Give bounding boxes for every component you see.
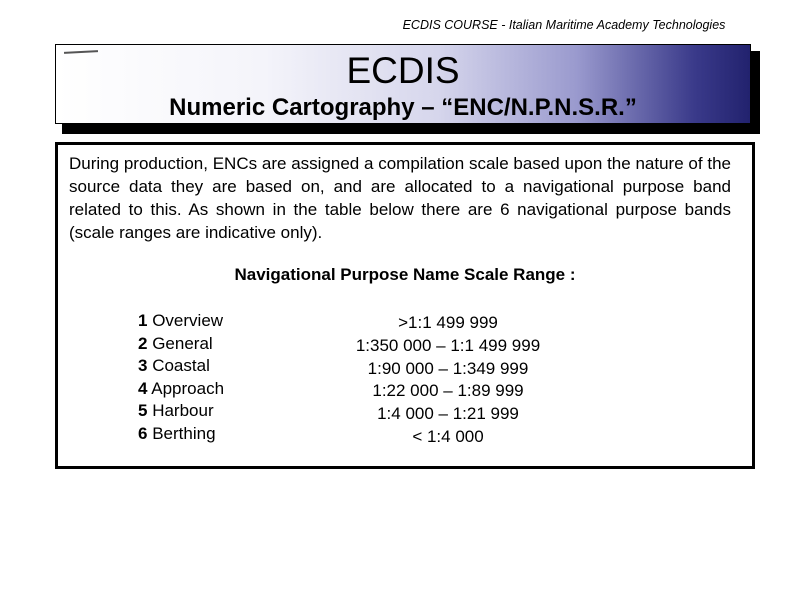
band-name: Overview xyxy=(152,311,224,330)
scale-range: 1:4 000 – 1:21 999 xyxy=(377,404,519,424)
band-item xyxy=(138,355,224,378)
band-number: 5 xyxy=(138,401,148,420)
band-name-list xyxy=(138,310,224,445)
scale-range: < 1:4 000 xyxy=(412,426,484,446)
scale-range: 1:22 000 – 1:89 999 xyxy=(372,381,524,401)
title-banner xyxy=(55,44,751,124)
band-item xyxy=(138,333,224,356)
band-item xyxy=(138,378,224,401)
band-number: 6 xyxy=(138,423,148,443)
band-number: 3 xyxy=(138,356,148,375)
page-title: ECDIS xyxy=(346,50,460,91)
band-name: Coastal xyxy=(152,356,210,375)
page-subtitle: Numeric Cartography – “ENC/N.P.N.S.R.” xyxy=(169,94,637,121)
band-number: 2 xyxy=(138,333,148,353)
course-caption: ECDIS COURSE - Italian Maritime Academy Technologies xyxy=(402,18,726,32)
intro-paragraph: During production, ENCs are assigned a compilation scale based upon the nature of the source data they are based on, and are allocated to a navigational purpose band related to this. As shown in the table below there are 6 navigational purpose bands (scale ranges are indicative only). xyxy=(69,154,731,242)
scale-range: 1:350 000 – 1:1 499 999 xyxy=(355,335,541,355)
table-heading: Navigational Purpose Name Scale Range : xyxy=(234,265,576,284)
scale-range: >1:1 499 999 xyxy=(398,313,498,332)
band-number: 1 xyxy=(138,311,148,330)
band-name: Berthing xyxy=(152,423,216,443)
header-caption xyxy=(0,18,794,32)
scale-range-list xyxy=(318,312,578,449)
band-item xyxy=(138,423,224,446)
band-item xyxy=(138,400,224,423)
band-name: General xyxy=(152,333,213,353)
band-name: Approach xyxy=(151,378,225,398)
band-name: Harbour xyxy=(152,401,214,420)
band-item xyxy=(138,310,224,333)
scale-range: 1:90 000 – 1:349 999 xyxy=(367,358,529,378)
content-panel xyxy=(55,142,755,469)
band-number: 4 xyxy=(138,378,148,398)
